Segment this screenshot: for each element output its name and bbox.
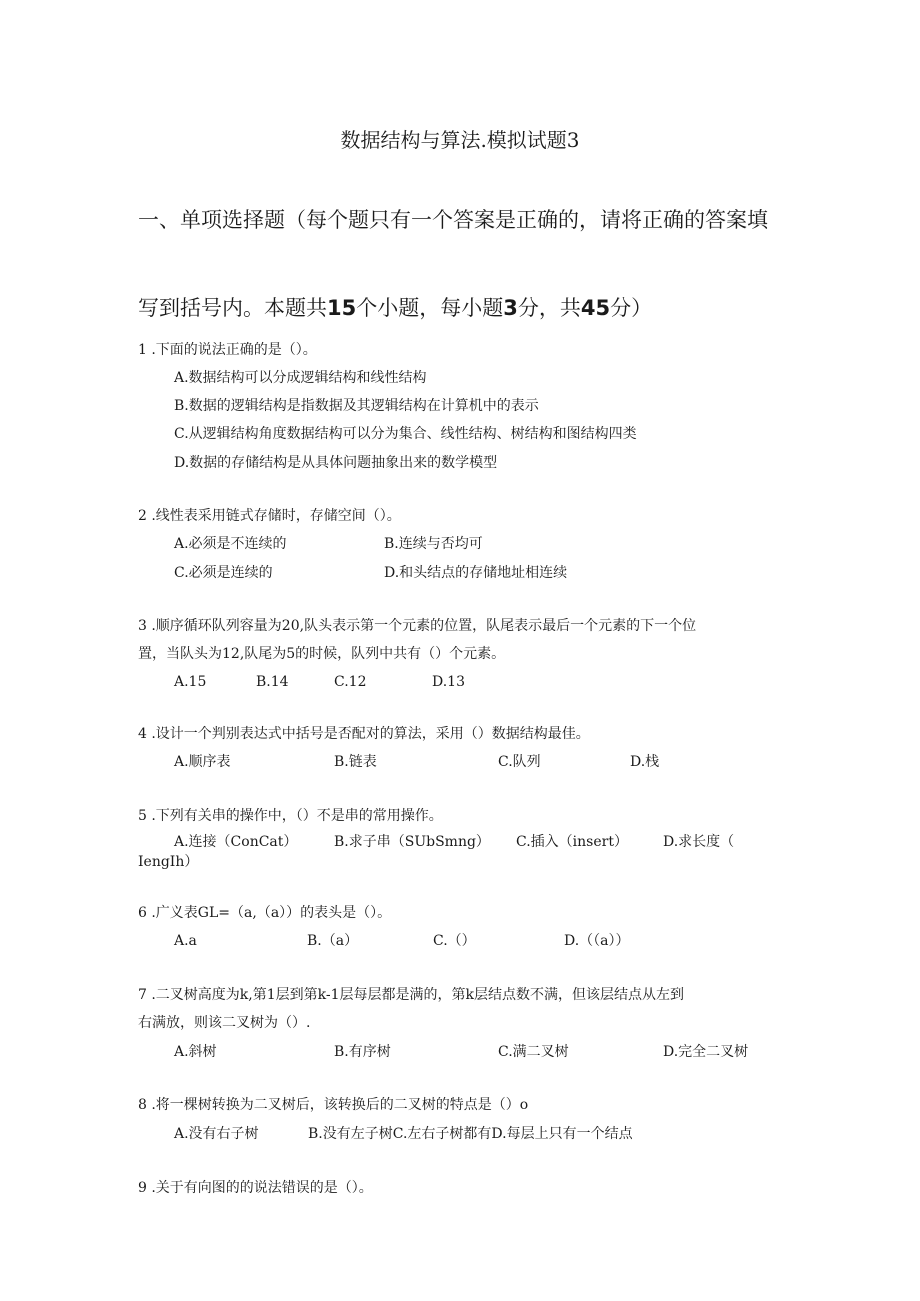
question-5-option-d: D.求长度（: [663, 834, 735, 850]
question-6-stem: 6 .广义表GL=（a,（a））的表头是（）。: [138, 905, 392, 921]
section-heading-line2: 写到括号内。本题共15个小题，每小题3分，共45分）: [138, 296, 653, 320]
question-2-stem: 2 .线性表采用链式存储时，存储空间（）。: [138, 508, 401, 524]
question-5-option-d-continued: IengIh）: [138, 854, 199, 870]
question-2-option-b: B.连续与否均可: [384, 536, 483, 552]
question-2-option-d: D.和头结点的存储地址相连续: [384, 565, 568, 581]
question-4-option-d: D.栈: [630, 754, 660, 770]
question-8-options-bcd: B.没有左子树C.左右子树都有D.每层上只有一个结点: [308, 1126, 633, 1142]
question-7-option-a: A.斜树: [174, 1044, 217, 1060]
question-7-option-b: B.有序树: [334, 1044, 391, 1060]
question-4-stem: 4 .设计一个判别表达式中括号是否配对的算法，采用（）数据结构最佳。: [138, 726, 590, 742]
question-3-stem-line1: 3 .顺序循环队列容量为20,队头表示第一个元素的位置，队尾表示最后一个元素的下一个位: [138, 618, 697, 634]
question-3-option-c: C.12: [334, 674, 367, 690]
question-6-option-b: B.（a）: [307, 933, 359, 949]
question-1-option-d: D.数据的存储结构是从具体问题抽象出来的数学模型: [174, 455, 498, 471]
question-7-option-d: D.完全二叉树: [663, 1044, 749, 1060]
question-2-option-c: C.必须是连续的: [174, 565, 273, 581]
question-6-option-d: D.（（a））: [564, 933, 630, 949]
question-7-stem-line2: 右满放，则该二叉树为（）.: [138, 1015, 311, 1031]
question-5-option-b: B.求子串（SUbSmng）: [334, 834, 490, 850]
question-count: 15: [327, 296, 357, 320]
question-4-option-c: C.队列: [498, 754, 541, 770]
question-7-stem-line1: 7 .二叉树高度为k,第1层到第k-1层每层都是满的，第k层结点数不满，但该层结点从左到: [138, 987, 685, 1003]
question-3-option-a: A.15: [174, 674, 207, 690]
section-heading-line1: 一、单项选择题（每个题只有一个答案是正确的，请将正确的答案填: [138, 208, 768, 232]
question-1-option-a: A.数据结构可以分成逻辑结构和线性结构: [174, 370, 427, 386]
section-heading: [138, 206, 788, 234]
question-1-option-c: C.从逻辑结构角度数据结构可以分为集合、线性结构、树结构和图结构四类: [174, 426, 637, 442]
question-6-option-a: A.a: [174, 933, 197, 949]
question-3-option-d: D.13: [432, 674, 465, 690]
question-4-option-b: B.链表: [334, 754, 377, 770]
question-5-stem: 5 .下列有关串的操作中，（）不是串的常用操作。: [138, 808, 443, 824]
question-9-stem: 9 .关于有向图的的说法错误的是（）。: [138, 1180, 373, 1196]
question-6-option-c: C.（）: [433, 933, 476, 949]
question-8-stem: 8 .将一棵树转换为二叉树后，该转换后的二叉树的特点是（）o: [138, 1097, 529, 1113]
points-per-question: 3: [503, 296, 518, 320]
question-8-option-a: A.没有右子树: [174, 1126, 259, 1142]
question-7-option-c: C.满二叉树: [498, 1044, 569, 1060]
question-4-option-a: A.顺序表: [174, 754, 231, 770]
question-1-stem: 1 .下面的说法正确的是（）。: [138, 342, 317, 358]
total-points: 45: [580, 296, 611, 320]
question-2-option-a: A.必须是不连续的: [174, 536, 287, 552]
question-3-option-b: B.14: [256, 674, 289, 690]
question-5-option-a: A.连接（ConCat）: [174, 834, 298, 850]
page-title: 数据结构与算法.模拟试题3: [340, 128, 580, 152]
question-3-stem-line2: 置，当队头为12,队尾为5的时候，队列中共有（）个元素。: [138, 646, 506, 662]
question-5-option-c: C.插入（insert）: [516, 834, 628, 850]
question-1-option-b: B.数据的逻辑结构是指数据及其逻辑结构在计算机中的表示: [174, 398, 539, 414]
